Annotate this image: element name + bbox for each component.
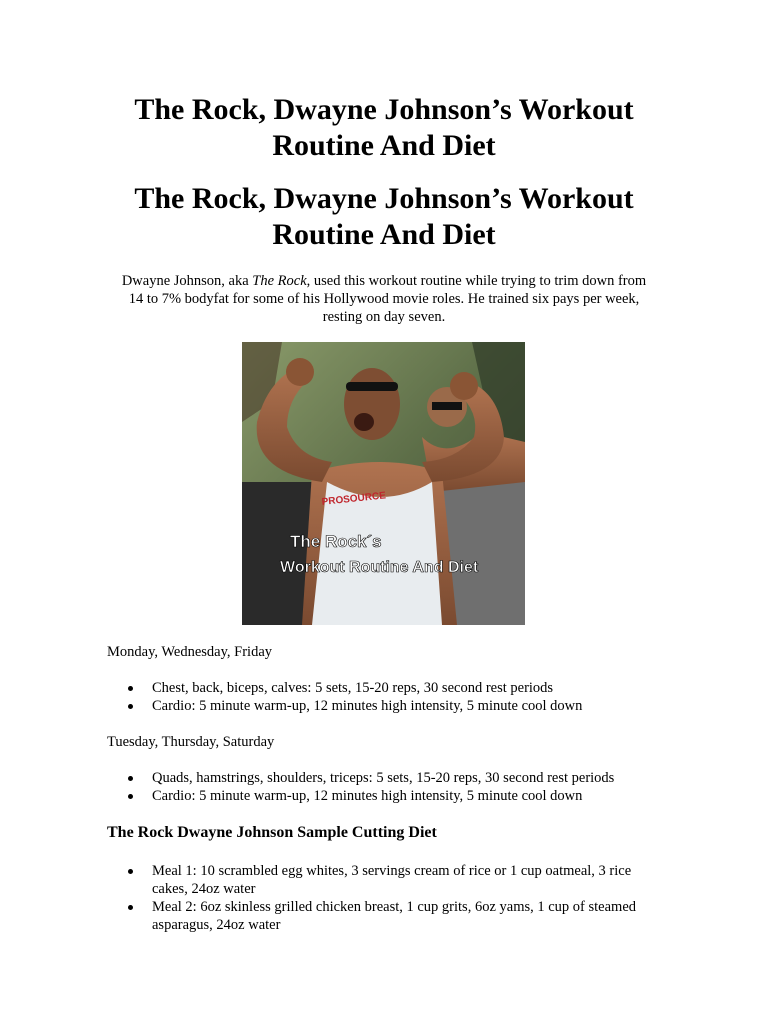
title-line: Routine And Diet xyxy=(272,129,496,162)
list-item-text: Quads, hamstrings, shoulders, triceps: 5 sets, 15-20 reps, 30 second rest periods xyxy=(152,770,615,786)
list-item xyxy=(107,679,667,697)
photo-caption-line-2: Workout Routine And Diet xyxy=(280,559,479,576)
bullet-icon xyxy=(128,794,133,799)
diet-heading: The Rock Dwayne Johnson Sample Cutting Diet xyxy=(107,824,437,841)
list-item xyxy=(107,769,667,787)
shirt-logo: PROSOURCE xyxy=(321,490,387,508)
meal-list xyxy=(107,862,667,934)
intro-text: 14 to 7% bodyfat for some of his Hollywood movie roles. He trained six pays per week, xyxy=(128,291,640,307)
bullet-icon xyxy=(128,704,133,709)
list-item-text: Meal 2: 6oz skinless grilled chicken breast, 1 cup grits, 6oz yams, 1 cup of steamed xyxy=(152,899,637,915)
intro-text: , used this workout routine while trying to trim down from xyxy=(306,273,647,289)
schedule-list xyxy=(107,769,667,805)
workout-photo xyxy=(242,342,525,625)
bullet-icon xyxy=(128,776,133,781)
title-line: Routine And Diet xyxy=(272,218,496,251)
bullet-icon xyxy=(128,869,133,874)
list-item xyxy=(107,787,667,805)
list-item xyxy=(107,697,667,715)
list-item-text: asparagus, 24oz water xyxy=(152,917,281,933)
schedule-list xyxy=(107,679,667,715)
list-item-text: Cardio: 5 minute warm-up, 12 minutes high intensity, 5 minute cool down xyxy=(152,788,583,804)
page-title xyxy=(0,92,768,164)
intro-paragraph xyxy=(100,272,668,326)
intro-text: resting on day seven. xyxy=(322,309,446,325)
schedule-days-label: Tuesday, Thursday, Saturday xyxy=(107,734,275,750)
title-line: The Rock, Dwayne Johnson’s Workout xyxy=(134,93,634,126)
page-title-repeat xyxy=(0,181,768,253)
list-item-text: Meal 1: 10 scrambled egg whites, 3 servings cream of rice or 1 cup oatmeal, 3 rice xyxy=(152,863,632,879)
list-item xyxy=(107,898,667,934)
photo-caption-line-1: The Rock´s xyxy=(290,532,382,551)
bullet-icon xyxy=(128,686,133,691)
title-line: The Rock, Dwayne Johnson’s Workout xyxy=(134,182,634,215)
list-item xyxy=(107,862,667,898)
schedule-days-label: Monday, Wednesday, Friday xyxy=(107,644,273,660)
bullet-icon xyxy=(128,905,133,910)
list-item-text: cakes, 24oz water xyxy=(152,881,256,897)
list-item-text: Chest, back, biceps, calves: 5 sets, 15-20 reps, 30 second rest periods xyxy=(152,680,554,696)
workout-photo-illustration xyxy=(242,342,525,625)
intro-text: Dwayne Johnson, aka xyxy=(121,273,253,289)
list-item-text: Cardio: 5 minute warm-up, 12 minutes high intensity, 5 minute cool down xyxy=(152,698,583,714)
intro-nickname: The Rock xyxy=(252,273,307,289)
